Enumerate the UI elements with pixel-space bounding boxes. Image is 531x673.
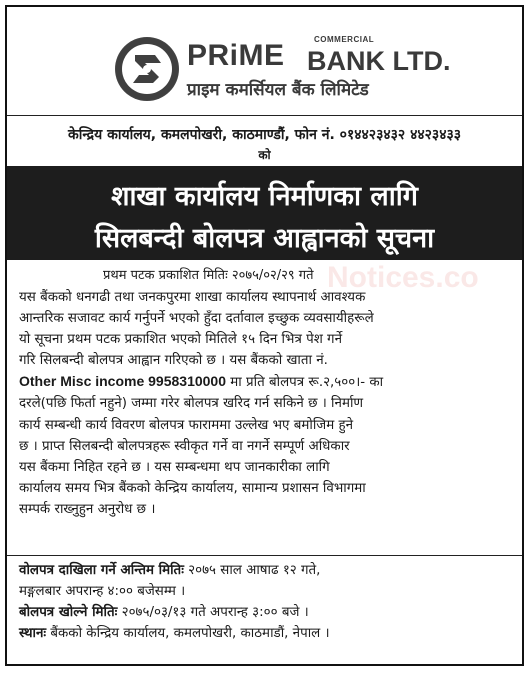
body-line: [19, 371, 513, 393]
published-date: प्रथम पटक प्रकाशित मितिः २०७५/०२/२९ गते: [103, 268, 314, 283]
body-line: यस बैंकमा निहित रहने छ । यस सम्बन्धमा थप जानकारीका लागि: [19, 459, 330, 475]
body-line: यस बैंकको धनगढी तथा जनकपुरमा शाखा कार्यालय स्थापनार्थ आवश्यक: [19, 290, 366, 305]
body-line: छ । प्राप्त सिलबन्दी बोलपत्रहरू स्वीकृत गर्ने वा नगर्ने सम्पूर्ण अधिकार: [19, 438, 350, 454]
notice-title-line2: सिलबन्दी बोलपत्र आह्वानको सूचना: [94, 223, 435, 254]
brand-commercial: COMMERCIAL: [314, 35, 375, 44]
notice-title-line1: शाखा कार्यालय निर्माणका लागि: [111, 181, 418, 212]
header-divider: [7, 115, 522, 116]
bank-header: [7, 7, 522, 114]
brand-bank: BANK LTD.: [307, 46, 451, 76]
submit-value: २०७५ साल आषाढ १२ गते,: [183, 563, 321, 578]
bank-logo-icon: [115, 37, 179, 101]
notice-body: [19, 287, 513, 520]
open-value: २०७५/०३/१३ गते अपरान्ह ३:०० बजे ।: [117, 605, 309, 620]
body-line: कार्यालय समय भित्र बैंकको केन्द्रिय कार्यालय, सामान्य प्रशासन विभागमा: [19, 480, 366, 496]
office-ko: को: [258, 148, 271, 162]
account-name: Other Misc income 9958310000: [19, 373, 227, 390]
place-value: बैंकको केन्द्रिय कार्यालय, कमलपोखरी, काठमाडौं, नेपाल ।: [46, 626, 330, 641]
brand-prime: PRiME: [187, 39, 285, 72]
opening-date: [19, 602, 513, 623]
office-address: केन्द्रिय कार्यालय, कमलपोखरी, काठमाण्डौं, फोन नं. ०१४४२३४३२ ४४२३४३३: [67, 127, 462, 143]
body-line: यो सूचना प्रथम पटक प्रकाशित भएको मितिले १५ दिन भित्र पेश गर्ने: [19, 332, 343, 348]
body-line: सम्पर्क राख्नुहुन अनुरोध छ ।: [19, 501, 156, 517]
body-divider: [7, 555, 522, 556]
submit-deadline: [19, 560, 513, 581]
body-line: आन्तरिक सजावट कार्य गर्नुपर्ने भएको हुँदा दर्तावाल इच्छुक व्यवसायीहरूले: [19, 311, 374, 327]
watermark: Notices.co: [327, 261, 479, 294]
body-line-rest: मा प्रति बोलपत्र रू.२,५००।- का: [226, 375, 384, 391]
body-line: गरि सिलबन्दी बोलपत्र आह्वान गरिएको छ । यस बैंकको खाता नं.: [19, 353, 328, 369]
place: [19, 623, 513, 644]
submit-deadline-time: मङ्गलबार अपरान्ह ४:०० बजेसम्म ।: [19, 584, 186, 599]
notice-title-box: [7, 166, 522, 260]
body-line: कार्य सम्बन्धी कार्य विवरण बोलपत्र फाराममा उल्लेख भए बमोजिम हुने: [19, 417, 354, 433]
place-label: स्थानः: [19, 626, 47, 641]
body-line: दरले(पछि फिर्ता नहुने) जम्मा गरेर बोलपत्र खरिद गर्न सकिने छ । निर्माण: [19, 396, 364, 412]
submit-label: वोलपत्र दाखिला गर्ने अन्तिम मितिः: [19, 563, 184, 578]
deadline-block: [19, 560, 513, 644]
open-label: बोलपत्र खोल्ने मितिः: [19, 605, 118, 620]
notice-frame: [5, 5, 524, 666]
brand-nepali-name: प्राइम कमर्सियल बैंक लिमिटेड: [187, 80, 369, 100]
